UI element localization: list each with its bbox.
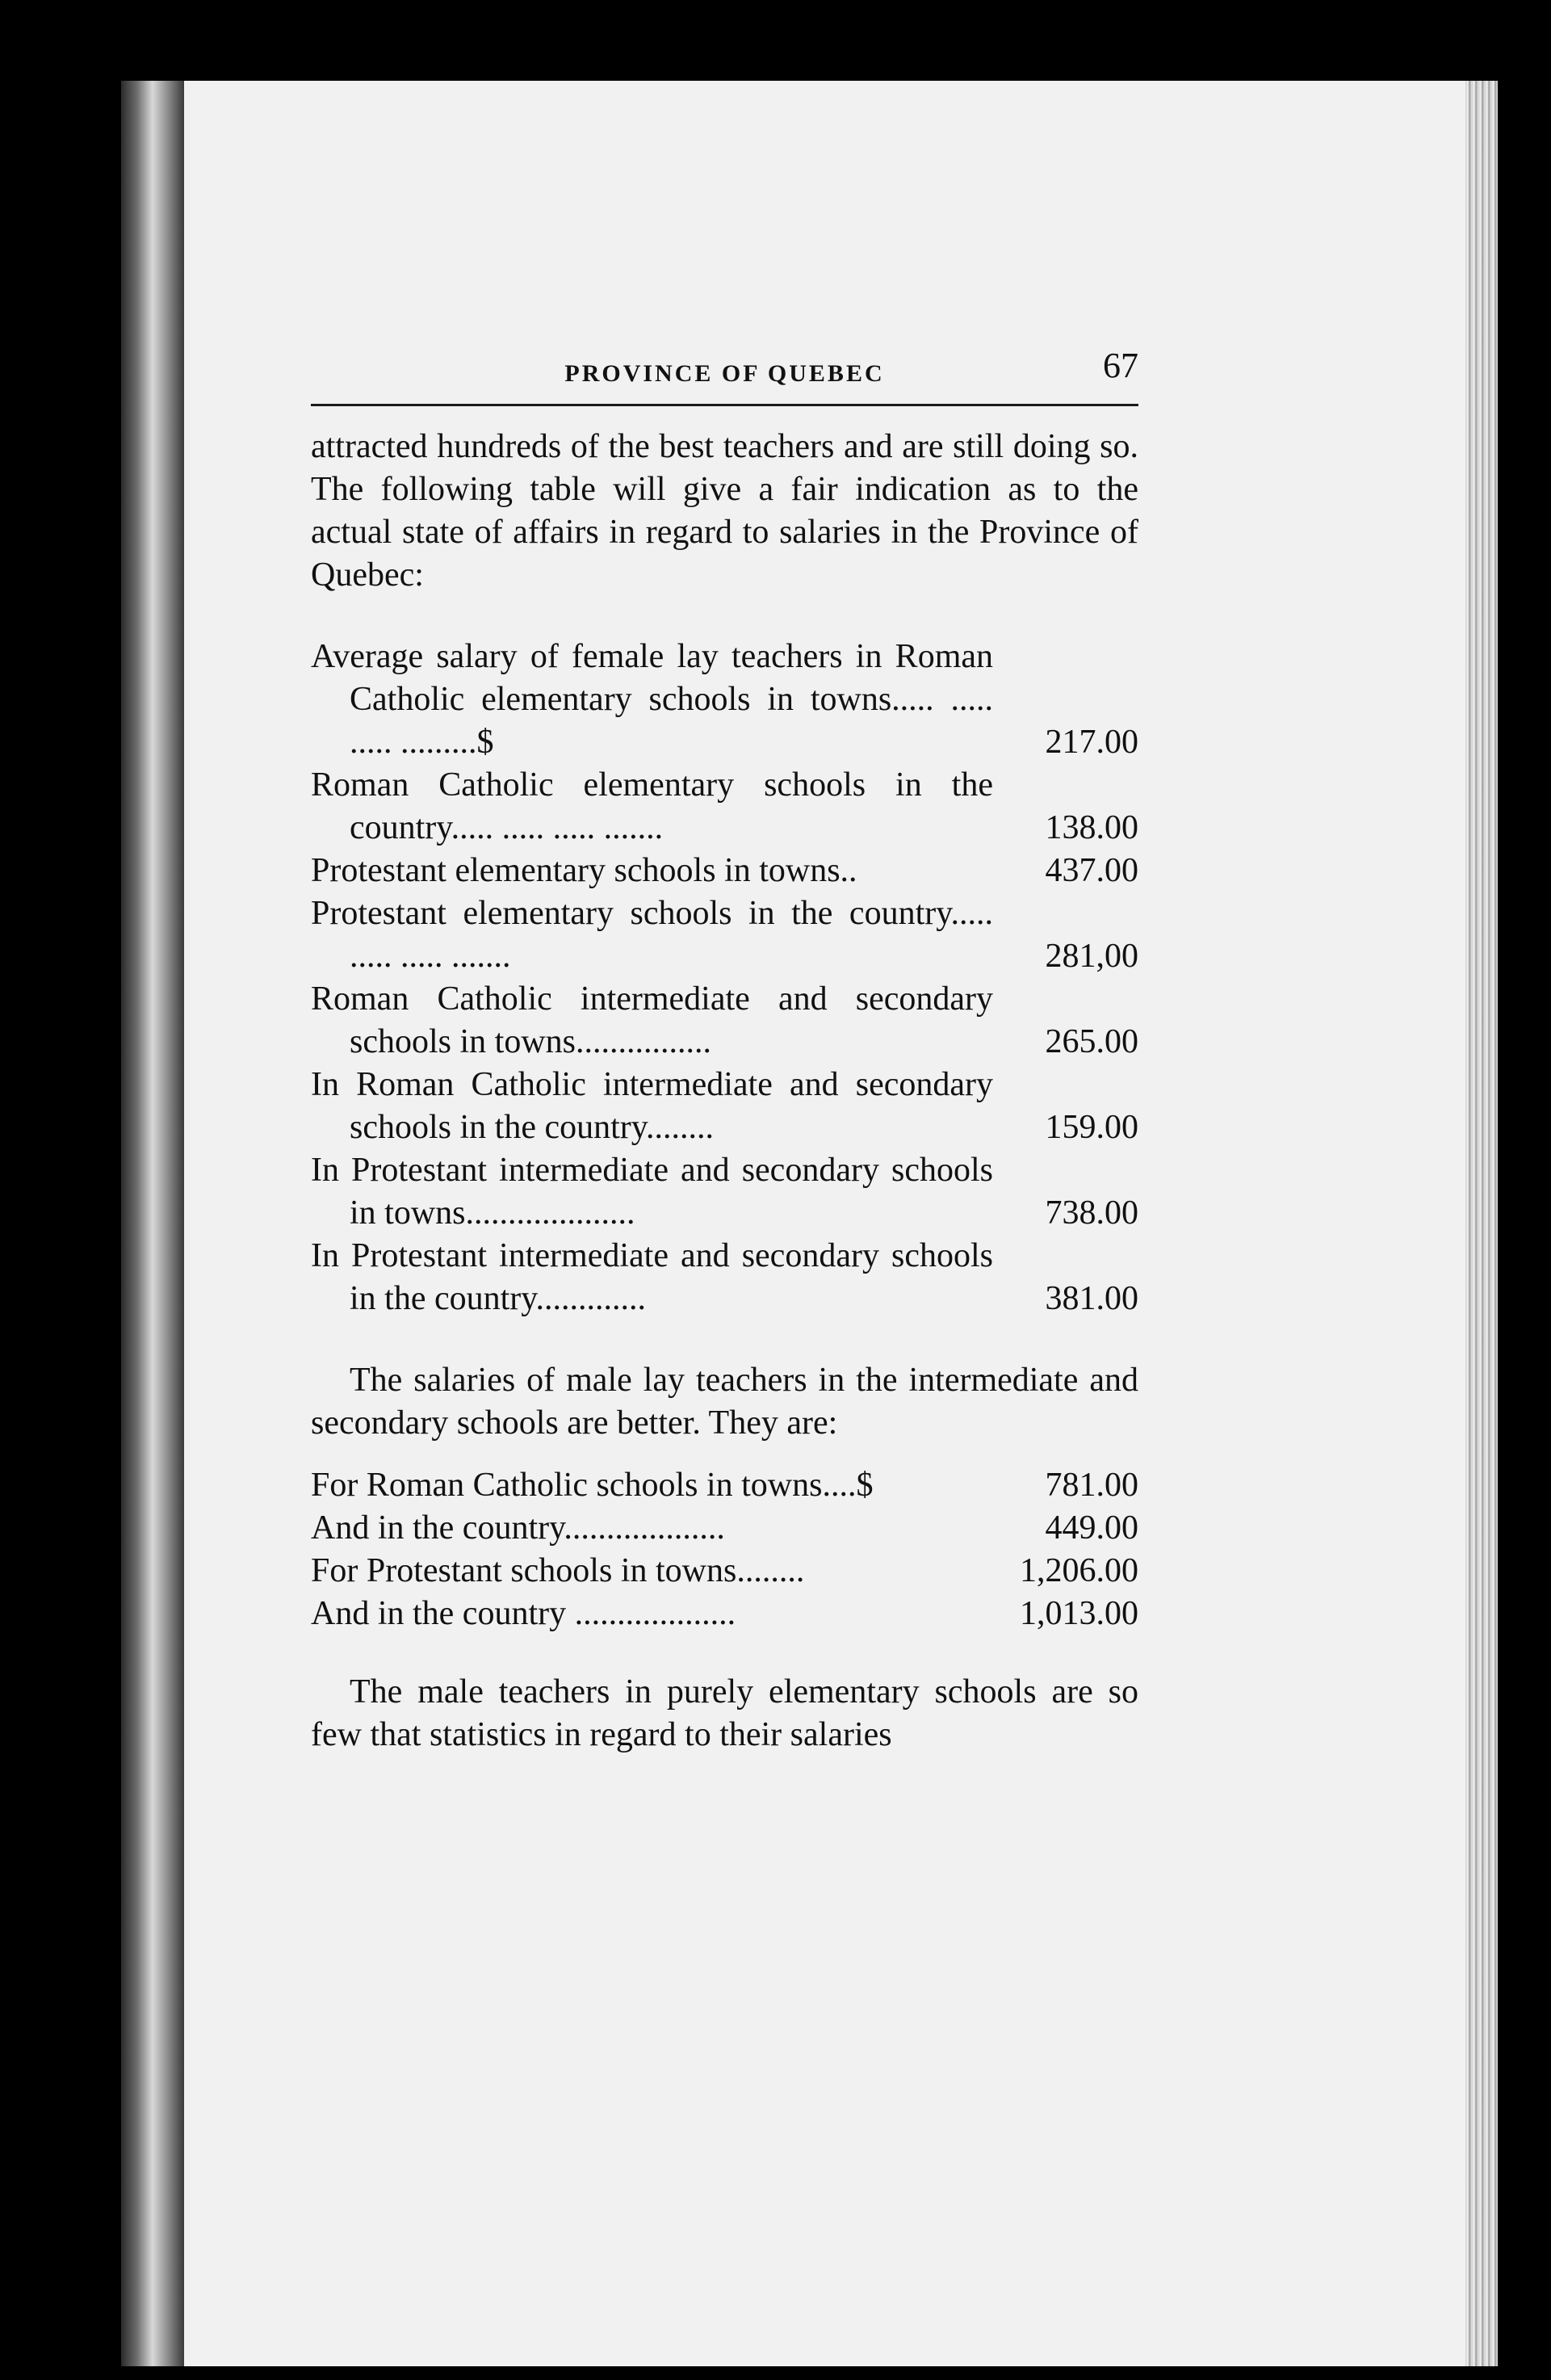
salary-value: 281,00	[1045, 938, 1138, 975]
salary-value: 1,013.00	[1020, 1595, 1138, 1632]
salary-label: And in the country ...................	[311, 1595, 736, 1632]
salary-row	[311, 850, 1138, 892]
salary-value: 449.00	[1045, 1509, 1138, 1547]
salary-label: Protestant elementary schools in the country..... ..... ..... .......	[311, 895, 993, 975]
salary-row	[311, 636, 1138, 764]
intro-paragraph: attracted hundreds of the best teachers and are still doing so. The following table will give a fair indication as to the actual state of affairs in regard to salaries in the Province of Quebec:	[311, 428, 1138, 594]
page-content	[311, 339, 1138, 1757]
salary-value: 138.00	[1045, 809, 1138, 846]
page-number: 67	[1103, 346, 1138, 385]
female-salary-table	[311, 636, 1138, 1320]
running-head: PROVINCE OF QUEBEC	[564, 360, 885, 387]
salary-row	[311, 764, 1138, 850]
salary-row	[311, 1507, 1138, 1550]
page-edges	[1465, 81, 1498, 2366]
salary-row	[311, 1464, 1138, 1507]
salary-row	[311, 1064, 1138, 1149]
salary-value: 217.00	[1045, 724, 1138, 761]
salary-label: Roman Catholic intermediate and secondary schools in towns................	[311, 980, 993, 1060]
closing-paragraph: The male teachers in purely elementary schools are so few that statistics in regard to their salaries	[311, 1673, 1138, 1753]
salary-value: 738.00	[1045, 1194, 1138, 1232]
salary-value: 1,206.00	[1020, 1552, 1138, 1589]
salary-label: Protestant elementary schools in towns..	[311, 852, 857, 889]
salary-value: 265.00	[1045, 1023, 1138, 1060]
salary-label: Average salary of female lay teachers in Roman Catholic elementary schools in towns..... ..... ..... .........$	[311, 638, 993, 761]
salary-row	[311, 1550, 1138, 1593]
salary-row	[311, 1149, 1138, 1235]
salary-value: 781.00	[1045, 1467, 1138, 1504]
salary-label: For Roman Catholic schools in towns....$	[311, 1467, 874, 1504]
salary-label: In Protestant intermediate and secondary schools in the country.............	[311, 1237, 993, 1317]
salary-label: For Protestant schools in towns........	[311, 1552, 805, 1589]
salary-value: 159.00	[1045, 1109, 1138, 1146]
salary-label: And in the country...................	[311, 1509, 725, 1547]
salary-value: 381.00	[1045, 1280, 1138, 1317]
book-spine	[121, 81, 184, 2366]
page-header	[311, 339, 1138, 406]
salary-row	[311, 1593, 1138, 1635]
salary-label: In Roman Catholic intermediate and secondary schools in the country........	[311, 1066, 993, 1146]
salary-value: 437.00	[1045, 852, 1138, 889]
salary-row	[311, 892, 1138, 978]
salary-row	[311, 1235, 1138, 1320]
salary-row	[311, 978, 1138, 1064]
salary-label: In Protestant intermediate and secondary schools in towns....................	[311, 1152, 993, 1232]
male-salaries-paragraph: The salaries of male lay teachers in the intermediate and secondary schools are better. They are:	[311, 1362, 1138, 1442]
male-salary-table	[311, 1464, 1138, 1635]
salary-label: Roman Catholic elementary schools in the country..... ..... ..... .......	[311, 766, 993, 846]
